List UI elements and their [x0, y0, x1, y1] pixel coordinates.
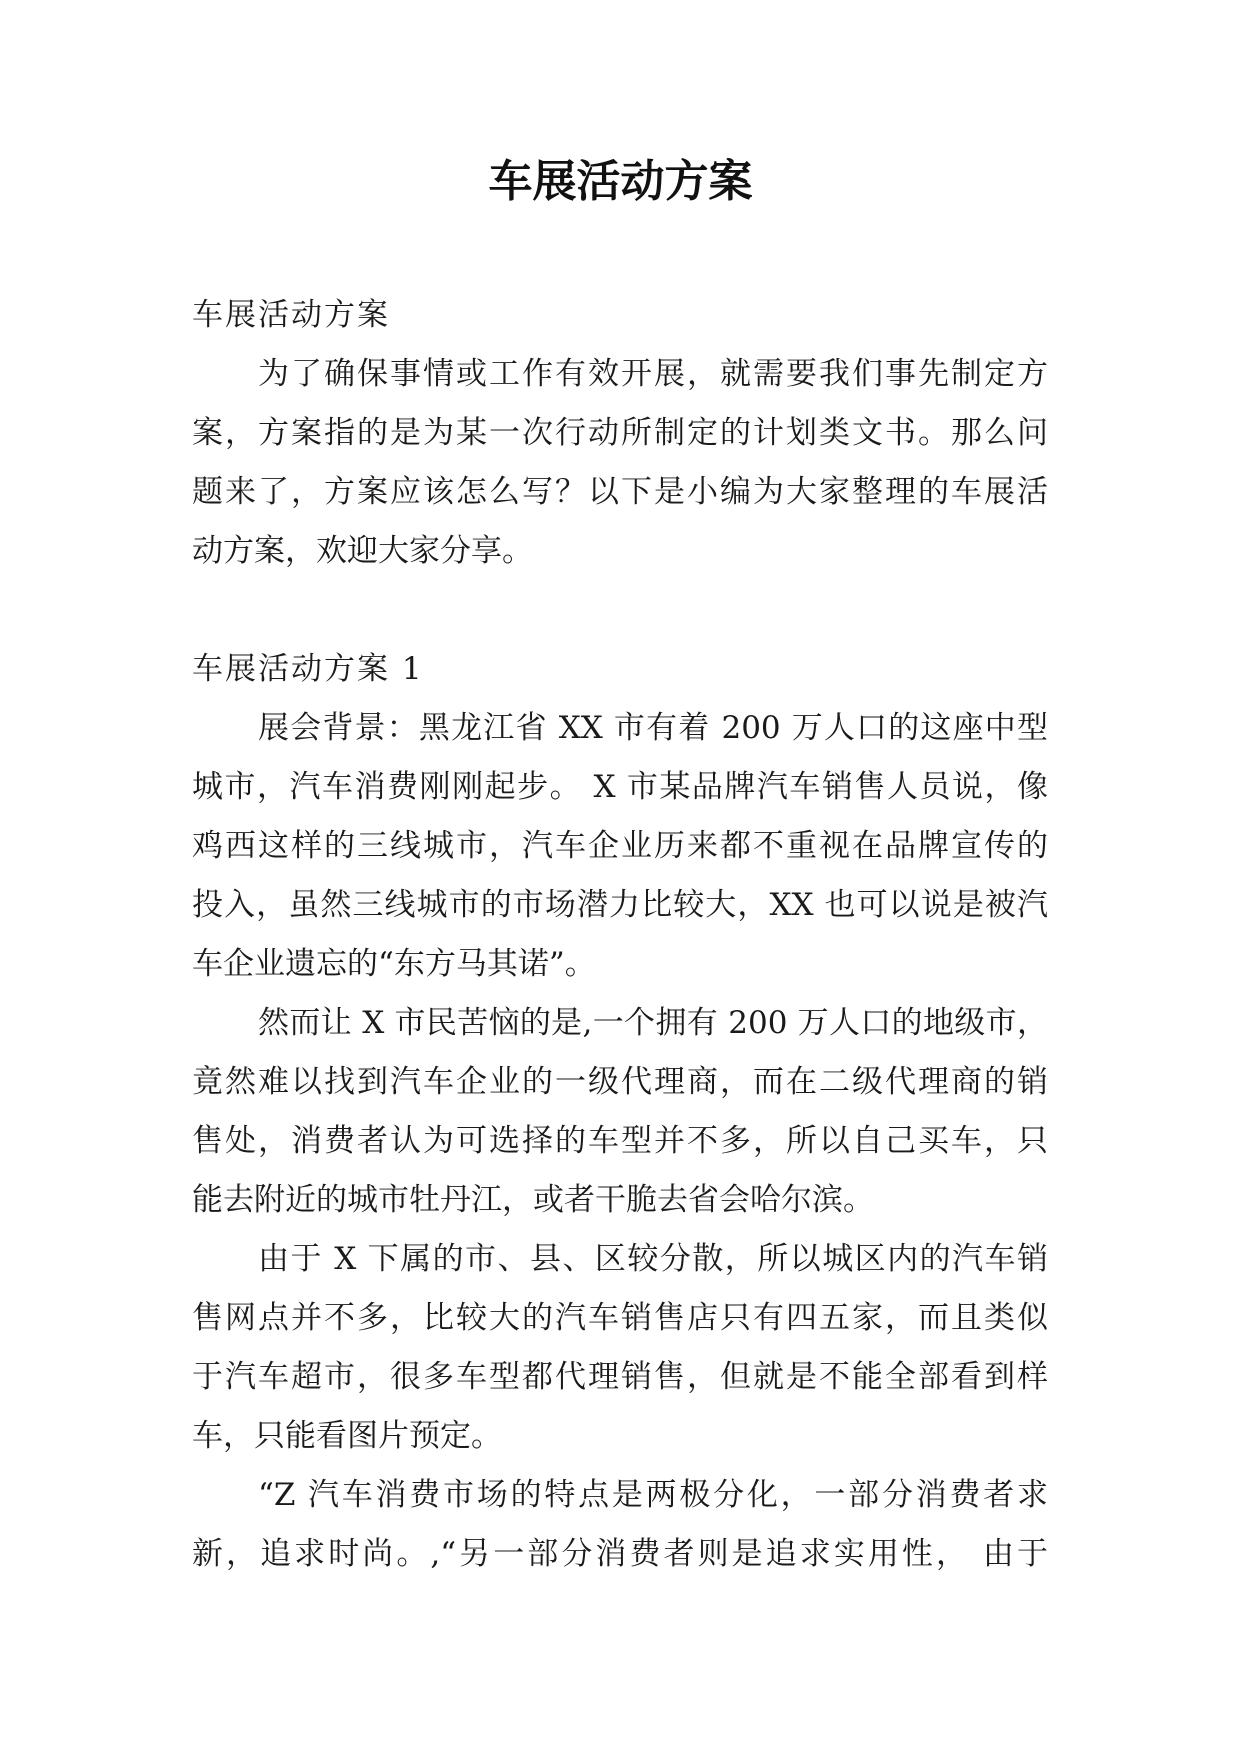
section-heading: 车展活动方案 1 — [192, 651, 424, 687]
paragraph-line: 城市，汽车消费刚刚起步。 X 市某品牌汽车销售人员说，像 — [192, 769, 1048, 805]
paragraph-line: 由于 X 下属的市、县、区较分散，所以城区内的汽车销 — [258, 1241, 1048, 1277]
paragraph-line: 新，追求时尚。,“另一部分消费者则是追求实用性， 由于 — [192, 1536, 1048, 1572]
paragraph-line: 投入，虽然三线城市的市场潜力比较大，XX 也可以说是被汽 — [192, 887, 1048, 923]
paragraph-line: 鸡西这样的三线城市，汽车企业历来都不重视在品牌宣传的 — [192, 828, 1048, 864]
paragraph-line: 车企业遗忘的“东方马其诺”。 — [192, 946, 596, 982]
paragraph-dealers — [192, 994, 1048, 1230]
intro-paragraph — [192, 345, 1048, 581]
intro-heading: 车展活动方案 — [192, 297, 390, 333]
paragraph-line: 竟然难以找到汽车企业的一级代理商，而在二级代理商的销 — [192, 1064, 1048, 1100]
paragraph-line: 为了确保事情或工作有效开展，就需要我们事先制定方 — [258, 356, 1048, 392]
paragraph-line: 能去附近的城市牡丹江，或者干脆去省会哈尔滨。 — [192, 1182, 874, 1218]
paragraph-line: 于汽车超市，很多车型都代理销售，但就是不能全部看到样 — [192, 1359, 1048, 1395]
paragraph-sales-network — [192, 1230, 1048, 1466]
blank-line — [192, 581, 1048, 640]
paragraph-line: 售网点并不多，比较大的汽车销售店只有四五家，而且类似 — [192, 1300, 1048, 1336]
paragraph-line: 然而让 X 市民苦恼的是,一个拥有 200 万人口的地级市， — [258, 1005, 1048, 1041]
paragraph-line: 售处，消费者认为可选择的车型并不多，所以自己买车，只 — [192, 1123, 1048, 1159]
paragraph-line: 车，只能看图片预定。 — [192, 1418, 502, 1454]
paragraph-background — [192, 699, 1048, 994]
paragraph-line: 题来了，方案应该怎么写？以下是小编为大家整理的车展活 — [192, 474, 1048, 510]
document-body — [192, 286, 1048, 1584]
paragraph-line: “Z 汽车消费市场的特点是两极分化，一部分消费者求 — [258, 1477, 1048, 1513]
paragraph-line: 动方案，欢迎大家分享。 — [192, 533, 533, 569]
paragraph-market-traits — [192, 1466, 1048, 1584]
paragraph-line: 案，方案指的是为某一次行动所制定的计划类文书。那么问 — [192, 415, 1048, 451]
paragraph-line: 展会背景：黑龙江省 XX 市有着 200 万人口的这座中型 — [258, 710, 1048, 746]
document-title: 车展活动方案 — [488, 156, 753, 207]
